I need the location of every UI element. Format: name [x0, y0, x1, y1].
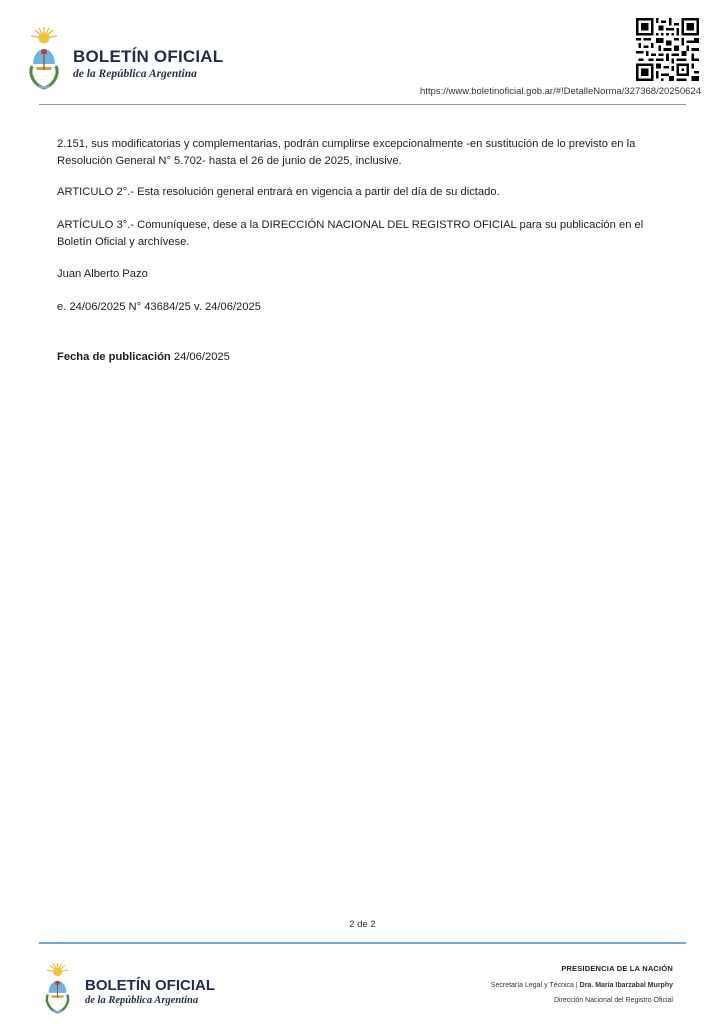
header-divider — [39, 104, 686, 105]
publication-date-label: Fecha de publicación — [57, 351, 171, 363]
publication-date-line — [57, 349, 672, 366]
coat-of-arms-icon — [26, 26, 62, 90]
brand-title: BOLETÍN OFICIAL — [73, 47, 224, 66]
article-3-paragraph: ARTÍCULO 3°.- Comuníquese, dese a la DIRECCIÓN NACIONAL DEL REGISTRO OFICIAL para su publicación en el Boletín Oficial y archívese. — [57, 219, 644, 248]
document-url-link[interactable]: https://www.boletinoficial.gob.ar/#!DetalleNorma/327368/20250624 — [420, 86, 701, 97]
director-name: Dra. María Ibarzabal Murphy — [579, 982, 673, 989]
body-paragraph-continuation: 2.151, sus modificatorias y complementarias, podrán cumplirse excepcionalmente -en sustitución de lo previsto en la Resolución General N° 5.702- hasta el 26 de junio de 2025, inclusive. — [57, 138, 636, 167]
signature-name: Juan Alberto Pazo — [57, 268, 148, 280]
footer-brand-title: BOLETÍN OFICIAL — [85, 977, 215, 994]
direccion-label: Dirección Nacional del Registro Oficial — [553, 997, 673, 1004]
publication-date-value: 24/06/2025 — [173, 351, 230, 363]
article-2-paragraph: ARTICULO 2°.- Esta resolución general entrará en vigencia a partir del día de su dictado. — [57, 186, 500, 198]
brand-subtitle: de la República Argentina — [73, 68, 197, 80]
secretaria-label: Secretaría Legal y Técnica | — [490, 982, 578, 989]
page-number: 2 de 2 — [349, 919, 376, 930]
footer-divider — [39, 942, 686, 944]
coat-of-arms-icon — [41, 962, 74, 1014]
edition-reference: e. 24/06/2025 N° 43684/25 v. 24/06/2025 — [57, 301, 261, 313]
presidencia-label: PRESIDENCIA DE LA NACIÓN — [561, 964, 673, 973]
secretaria-line — [491, 982, 673, 989]
qr-code-icon[interactable] — [636, 18, 699, 81]
footer-brand-subtitle: de la República Argentina — [85, 995, 199, 1006]
